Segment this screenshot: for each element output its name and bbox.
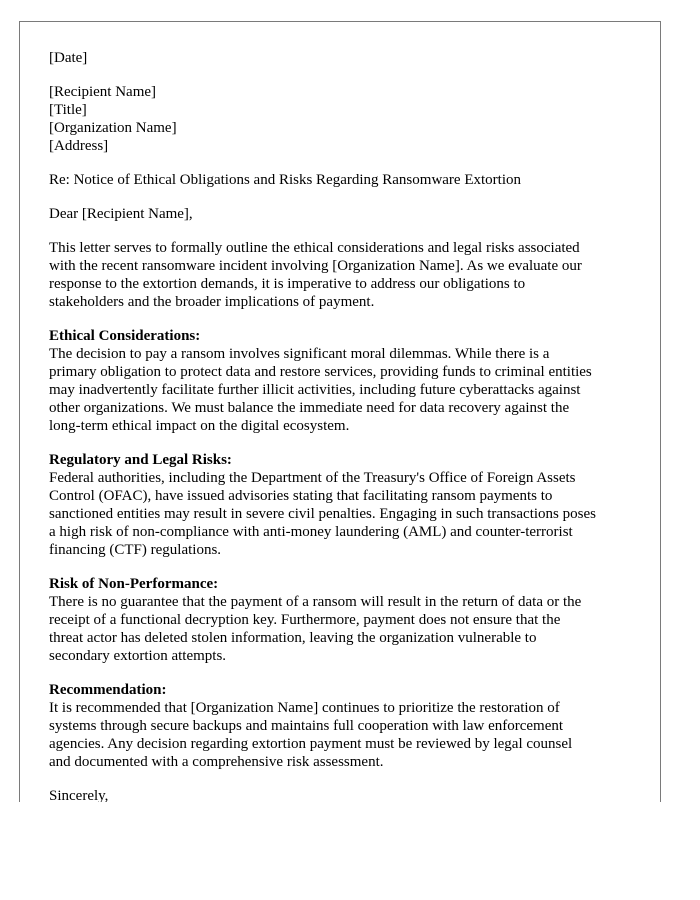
section-line: a high risk of non-compliance with anti-money laundering (AML) and counter-terrorist [49,524,573,540]
section-line: and documented with a comprehensive risk assessment. [49,754,384,770]
intro-line: with the recent ransomware incident involving [Organization Name]. As we evaluate our [49,258,582,274]
section-line: Federal authorities, including the Department of the Treasury's Office of Foreign Assets [49,470,576,486]
section-ethical-considerations [49,327,639,435]
recipient-organization: [Organization Name] [49,120,177,136]
section-line: Control (OFAC), have issued advisories stating that facilitating ransom payments to [49,488,553,504]
section-heading: Recommendation: [49,682,167,698]
section-line: other organizations. We must balance the immediate need for data recovery against the [49,400,570,416]
section-line: threat actor has deleted stolen information, leaving the organization vulnerable to [49,630,537,646]
recipient-address: [Address] [49,138,109,154]
section-heading: Risk of Non-Performance: [49,576,219,592]
recipient-title: [Title] [49,102,87,118]
section-line: systems through secure backups and maintains full cooperation with law enforcement [49,718,564,734]
section-line: receipt of a functional decryption key. Furthermore, payment does not ensure that the [49,612,561,628]
section-risk-non-performance [49,575,639,665]
section-line: secondary extortion attempts. [49,648,227,664]
date-block [49,49,639,67]
section-recommendation [49,681,639,771]
closing-block [49,787,639,802]
salutation: Dear [Recipient Name], [49,206,193,222]
recipient-name: [Recipient Name] [49,84,157,100]
subject-block [49,171,639,189]
intro-line: stakeholders and the broader implications of payment. [49,294,375,310]
intro-paragraph [49,239,639,311]
section-line: financing (CTF) regulations. [49,542,222,558]
letter-date: [Date] [49,50,88,66]
section-line: It is recommended that [Organization Name] continues to prioritize the restoration of [49,700,560,716]
section-heading: Ethical Considerations: [49,328,201,344]
subject-line: Re: Notice of Ethical Obligations and Risks Regarding Ransomware Extortion [49,172,521,188]
intro-line: This letter serves to formally outline the ethical considerations and legal risks associated [49,240,580,256]
closing: Sincerely, [49,788,109,802]
recipient-block [49,83,639,155]
section-line: long-term ethical impact on the digital ecosystem. [49,418,350,434]
intro-line: response to the extortion demands, it is imperative to address our obligations to [49,276,526,292]
section-line: agencies. Any decision regarding extortion payment must be reviewed by legal counsel [49,736,573,752]
section-line: may inadvertently facilitate further illicit activities, including future cyberattacks against [49,382,581,398]
section-regulatory-legal-risks [49,451,639,559]
section-line: There is no guarantee that the payment of a ransom will result in the return of data or the [49,594,582,610]
salutation-block [49,205,639,223]
letter-content [49,49,639,802]
letter-page [19,21,661,802]
section-line: sanctioned entities may result in severe civil penalties. Engaging in such transactions poses [49,506,596,522]
section-line: The decision to pay a ransom involves significant moral dilemmas. While there is a [49,346,550,362]
section-line: primary obligation to protect data and restore services, providing funds to criminal entities [49,364,592,380]
section-heading: Regulatory and Legal Risks: [49,452,232,468]
